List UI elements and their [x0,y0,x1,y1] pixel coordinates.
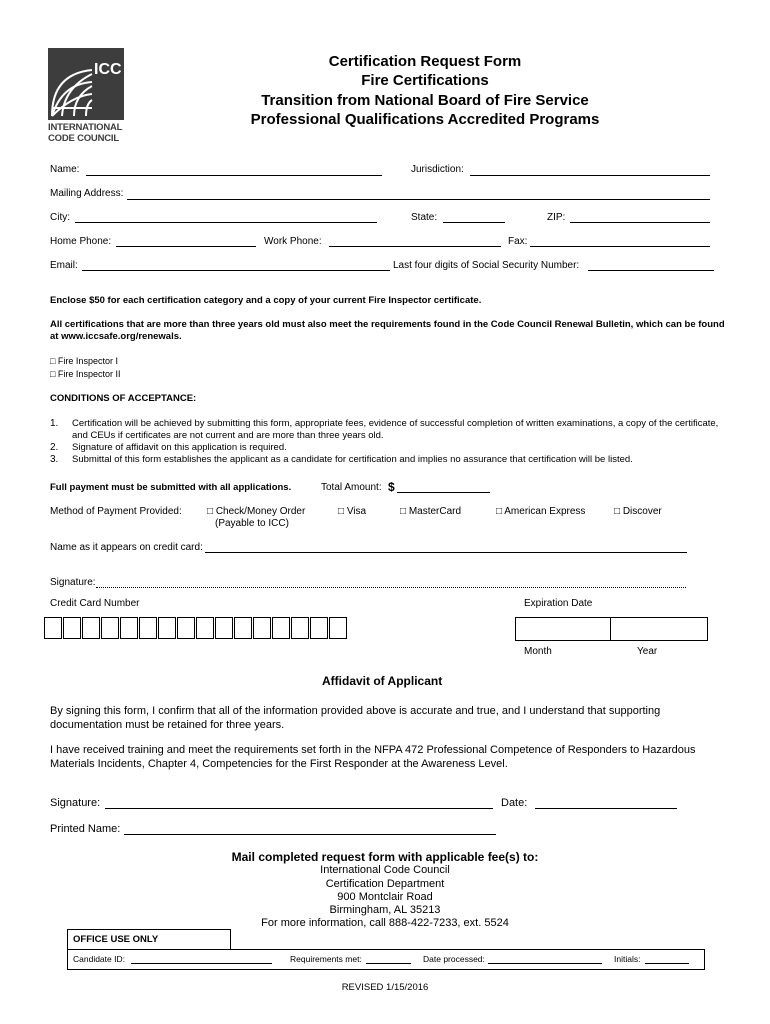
mail-line1: International Code Council [320,864,450,876]
logo-line1: INTERNATIONAL [48,122,123,133]
fax-field[interactable] [530,246,710,247]
fax-label: Fax: [508,236,528,247]
email-field[interactable] [82,270,390,271]
mail-line4: Birmingham, AL 35213 [329,904,441,916]
conditions-heading: CONDITIONS OF ACCEPTANCE: [50,393,197,404]
ssn-field[interactable] [588,270,714,271]
name-on-card-field[interactable] [205,552,687,553]
check-money-order-checkbox[interactable]: □ Check/Money Order [207,506,306,517]
card-digit-box[interactable] [139,617,157,639]
initials-label: Initials: [614,954,641,964]
form-title-line3: Transition from National Board of Fire Service [261,92,589,109]
initials-field[interactable] [645,963,689,964]
form-title-line4: Professional Qualifications Accredited Programs [250,111,600,128]
icc-logo-graphic [48,48,124,120]
card-digit-box[interactable] [120,617,138,639]
requirements-met-label: Requirements met: [290,954,362,964]
affidavit-date-label: Date: [501,797,528,809]
condition-1-text: Certification will be achieved by submitting this form, appropriate fees, evidence of successful completion of written examinations, a copy of the certificate, and CEUs if certificates are not current and are more than three years old. [72,418,719,441]
revised-date: REVISED 1/15/2016 [341,982,429,993]
card-signature-field[interactable] [96,587,686,588]
office-use-heading: OFFICE USE ONLY [73,934,159,945]
mail-heading: Mail completed request form with applicable fee(s) to: [231,850,539,864]
month-label: Month [524,646,552,657]
card-digit-box[interactable] [82,617,100,639]
city-field[interactable] [75,222,377,223]
card-digit-box[interactable] [196,617,214,639]
card-digit-box[interactable] [253,617,271,639]
mail-line3: 900 Montclair Road [337,891,433,903]
date-processed-label: Date processed: [423,954,485,964]
affidavit-para1: By signing this form, I confirm that all of the information provided above is accurate and true, and I understand that supporting documentation must be retained for three years. [50,705,661,731]
card-digit-box[interactable] [234,617,252,639]
name-on-card-label: Name as it appears on credit card: [50,542,203,553]
card-digit-box[interactable] [272,617,290,639]
state-field[interactable] [443,222,505,223]
affidavit-heading: Affidavit of Applicant [322,674,443,688]
home-phone-label: Home Phone: [50,236,112,247]
expiration-year-box[interactable] [610,617,708,641]
visa-checkbox[interactable]: □ Visa [338,506,367,517]
fire-inspector-1-checkbox[interactable]: □ Fire Inspector I [50,356,118,366]
mailing-address-label: Mailing Address: [50,188,124,199]
ssn-label: Last four digits of Social Security Number: [393,260,580,271]
discover-checkbox[interactable]: □ Discover [614,506,662,517]
email-label: Email: [50,260,78,271]
total-amount-label: Total Amount: [321,482,382,493]
payable-to-icc-text: (Payable to ICC) [215,518,289,529]
work-phone-field[interactable] [329,246,501,247]
affidavit-signature-field[interactable] [105,808,493,809]
jurisdiction-label: Jurisdiction: [411,164,464,175]
expiration-month-box[interactable] [515,617,611,641]
enclose-text: Enclose $50 for each certification category and a copy of your current Fire Inspector certificate. [50,295,482,306]
full-payment-text: Full payment must be submitted with all applications. [50,482,292,493]
mail-line2: Certification Department [325,878,445,890]
date-processed-field[interactable] [488,963,602,964]
card-digit-box[interactable] [310,617,328,639]
jurisdiction-field[interactable] [470,175,710,176]
expiration-date-label: Expiration Date [524,598,593,609]
condition-2-num: 2. [50,442,59,453]
condition-2-text: Signature of affidavit on this application is required. [72,442,287,453]
condition-1-num: 1. [50,418,59,429]
state-label: State: [411,212,438,223]
renewal-text: All certifications that are more than three years old must also meet the requirements found in the Code Council Renewal Bulletin, which can be found at www.iccsafe.org/renewals. [50,319,725,342]
name-field[interactable] [86,175,382,176]
requirements-met-field[interactable] [366,963,411,964]
card-digit-box[interactable] [215,617,233,639]
icc-logo [48,48,124,146]
payment-method-label: Method of Payment Provided: [50,506,182,517]
mastercard-checkbox[interactable]: □ MasterCard [400,506,462,517]
mailing-address-field[interactable] [127,199,710,200]
card-digit-box[interactable] [291,617,309,639]
affidavit-para2: I have received training and meet the requirements set forth in the NFPA 472 Professional Competence of Responders to Hazardous Materials Incidents, Chapter 4, Competencies for the First Responder at the Awareness Level. [50,744,696,770]
affidavit-date-field[interactable] [535,808,677,809]
name-label: Name: [50,164,80,175]
year-label: Year [637,646,658,657]
american-express-checkbox[interactable]: □ American Express [496,506,586,517]
fire-inspector-2-checkbox[interactable]: □ Fire Inspector II [50,369,121,379]
affidavit-signature-label: Signature: [50,797,101,809]
credit-card-number-label: Credit Card Number [50,598,140,609]
printed-name-field[interactable] [124,834,496,835]
card-digit-box[interactable] [177,617,195,639]
zip-label: ZIP: [547,212,566,223]
dollar-sign: $ [388,480,395,494]
office-use-box [67,949,705,970]
candidate-id-field[interactable] [131,963,272,964]
condition-3-text: Submittal of this form establishes the applicant as a candidate for certification and implies no assurance that certification will be listed. [72,454,633,465]
work-phone-label: Work Phone: [264,236,322,247]
printed-name-label: Printed Name: [50,823,121,835]
logo-abbr: ICC [94,61,122,78]
candidate-id-label: Candidate ID: [73,954,125,964]
logo-line2: CODE COUNCIL [48,133,119,144]
form-title-line1: Certification Request Form [328,53,522,70]
card-digit-box[interactable] [101,617,119,639]
condition-3-num: 3. [50,454,59,465]
card-digit-box[interactable] [329,617,347,639]
city-label: City: [50,212,70,223]
home-phone-field[interactable] [116,246,256,247]
card-signature-label: Signature: [50,577,96,588]
card-digit-box[interactable] [63,617,81,639]
card-digit-box[interactable] [158,617,176,639]
total-amount-field[interactable] [397,492,490,493]
mail-line5: For more information, call 888-422-7233, ext. 5524 [261,917,509,929]
zip-field[interactable] [570,222,710,223]
card-digit-box[interactable] [44,617,62,639]
form-title-line2: Fire Certifications [361,72,489,89]
